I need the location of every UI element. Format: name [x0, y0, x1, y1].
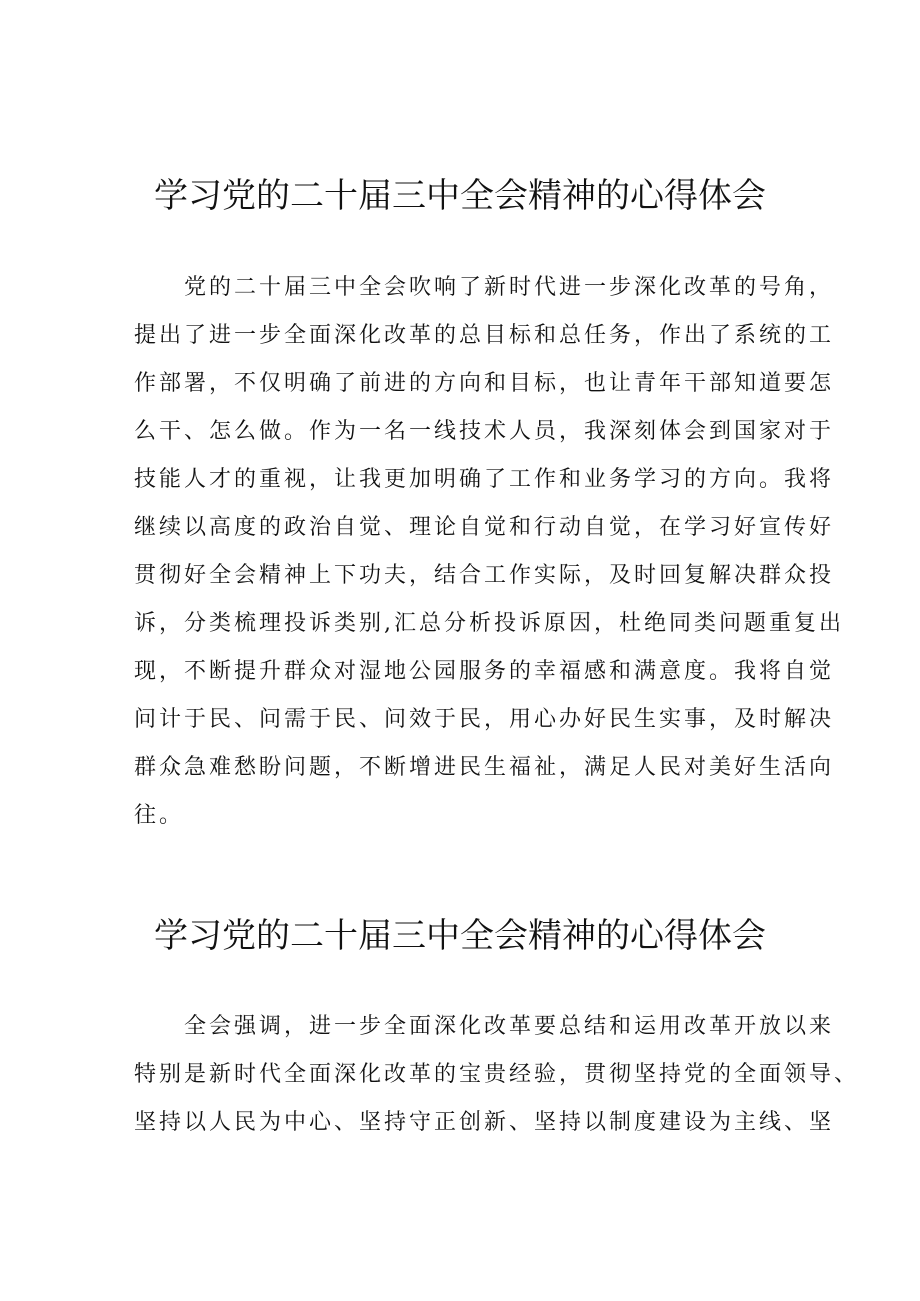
section-1-line: 提出了进一步全面深化改革的总目标和总任务，作出了系统的工	[134, 323, 835, 348]
section-1-line: 问计于民、问需于民、问效于民，用心办好民生实事，及时解决	[134, 707, 835, 732]
section-1-line: 群众急难愁盼问题，不断增进民生福祉，满足人民对美好生活向	[134, 755, 835, 780]
section-2-line: 全会强调，进一步全面深化改革要总结和运用改革开放以来	[134, 1014, 835, 1039]
section-1-line: 技能人才的重视，让我更加明确了工作和业务学习的方向。我将	[134, 467, 835, 492]
section-1-body	[134, 264, 844, 840]
section-2-body	[134, 1003, 860, 1147]
section-1-line: 贯彻好全会精神上下功夫，结合工作实际，及时回复解决群众投	[134, 563, 835, 588]
section-1-line: 么干、怎么做。作为一名一线技术人员，我深刻体会到国家对于	[134, 419, 835, 444]
section-1-line: 往。	[134, 803, 185, 828]
section-2-line: 坚持以人民为中心、坚持守正创新、坚持以制度建设为主线、坚	[134, 1110, 835, 1135]
section-2-title: 学习党的二十届三中全会精神的心得体会	[154, 916, 766, 956]
section-1-line: 继续以高度的政治自觉、理论自觉和行动自觉，在学习好宣传好	[134, 515, 835, 540]
section-1-line: 党的二十届三中全会吹响了新时代进一步深化改革的号角，	[134, 275, 835, 300]
section-2-line: 特别是新时代全面深化改革的宝贵经验，贯彻坚持党的全面领导、	[134, 1062, 860, 1087]
section-1-title: 学习党的二十届三中全会精神的心得体会	[154, 176, 766, 216]
section-1-line: 现，不断提升群众对湿地公园服务的幸福感和满意度。我将自觉	[134, 659, 835, 684]
section-1-line: 诉，分类梳理投诉类别,汇总分析投诉原因，杜绝同类问题重复出	[134, 611, 844, 636]
section-1-line: 作部署，不仅明确了前进的方向和目标，也让青年干部知道要怎	[134, 371, 835, 396]
